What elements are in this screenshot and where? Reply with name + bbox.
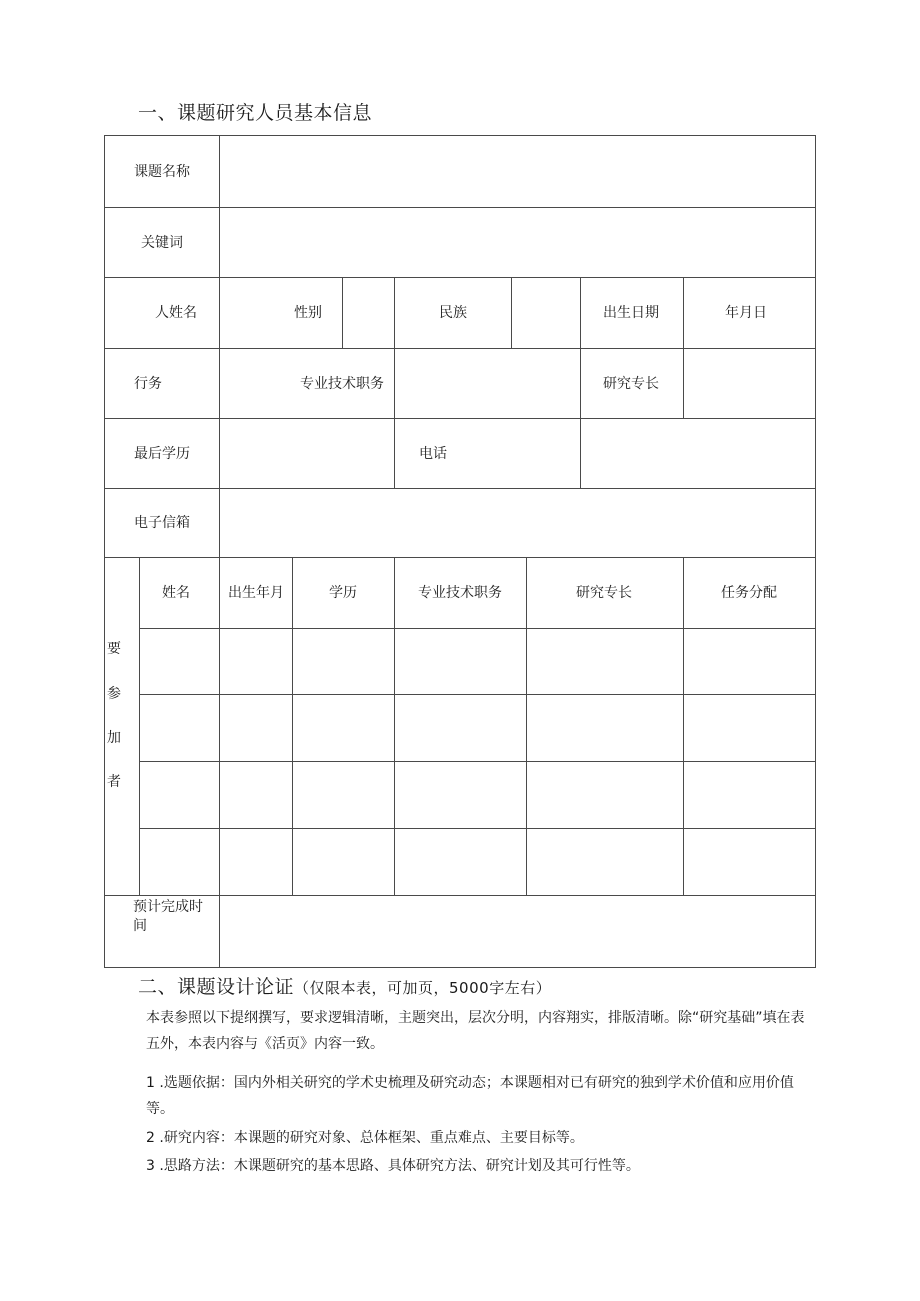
label-birth-date: 出生日期	[603, 305, 659, 321]
col-header-prof-title: 专业技术职务	[418, 585, 502, 601]
col-header-task: 任务分配	[721, 585, 777, 601]
label-topic-name: 课题名称	[134, 164, 190, 180]
section2-item-1	[146, 1070, 816, 1122]
item-text: .思路方法：木课题研究的基本思路、具体研究方法、研究计划及其可行性等。	[159, 1158, 640, 1174]
section2-item-3	[146, 1153, 816, 1179]
label-education: 最后学历	[134, 446, 190, 462]
label-prof-title: 专业技术职务	[300, 376, 384, 392]
item-text: .选题依据：国内外相关研究的学术史梳理及研究动态；本课题相对已有研究的独到学术价值和应用价值等。	[146, 1075, 794, 1117]
section2-item-2	[146, 1125, 816, 1151]
label-phone: 电话	[419, 446, 447, 462]
birth-date-value: 年月日	[725, 305, 767, 321]
section2-intro: 本表参照以下提纲撰写，要求逻辑清晰，主题突出，层次分明，内容翔实，排版清晰。除“研究基础”填在表五外，本表内容与《活页》内容一致。	[146, 1010, 805, 1052]
item-text: .研究内容：本课题的研究对象、总体框架、重点难点、主要目标等。	[159, 1130, 584, 1146]
section2-title: 二、课题设计论证	[138, 976, 295, 998]
label-person-name: 人姓名	[155, 305, 197, 321]
label-expected-completion: 预计完成时间	[133, 899, 203, 934]
label-keywords: 关键词	[141, 235, 183, 251]
item-number: 3	[146, 1158, 155, 1174]
section1-title: 一、课题研究人员基本信息	[138, 102, 373, 124]
participants-side-char-4: 者	[107, 774, 121, 790]
item-number: 1	[146, 1075, 155, 1091]
label-position: 行务	[134, 376, 162, 392]
label-email: 电子信箱	[134, 515, 190, 531]
label-ethnicity: 民族	[439, 305, 467, 321]
participants-side-char-2: 参	[107, 686, 121, 702]
participants-side-char-1: 要	[107, 641, 121, 657]
item-number: 2	[146, 1130, 155, 1146]
label-research-specialty: 研究专长	[603, 376, 659, 392]
label-gender: 性别	[294, 305, 322, 321]
col-header-birth: 出生年月	[228, 585, 284, 601]
section2-title-note: （仅限本表，可加页，5000字左右）	[294, 979, 552, 997]
participants-side-char-3: 加	[107, 730, 121, 746]
col-header-name: 姓名	[162, 585, 190, 601]
col-header-education: 学历	[329, 585, 357, 601]
section2-heading	[138, 972, 551, 999]
col-header-specialty: 研究专长	[576, 585, 632, 601]
